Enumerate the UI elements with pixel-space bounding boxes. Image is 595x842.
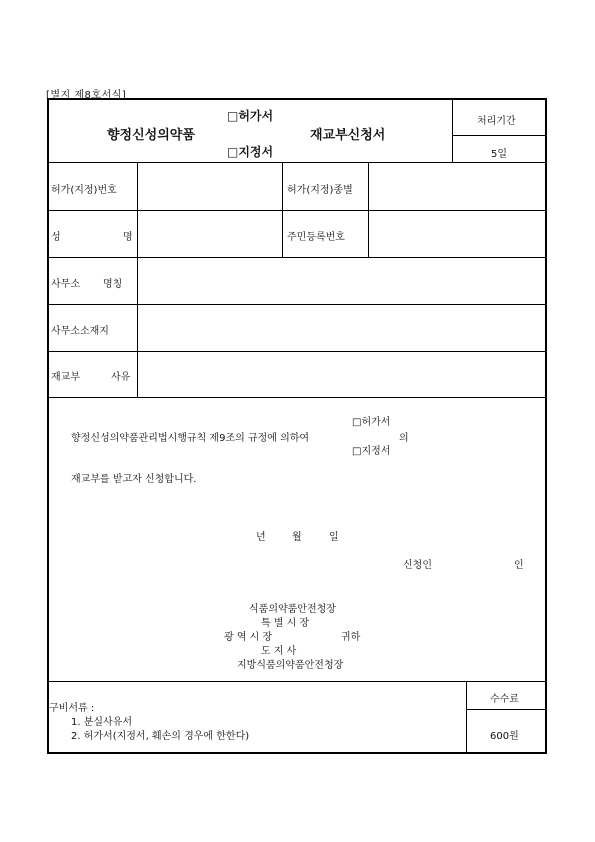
fee-divider [466, 709, 547, 710]
row-divider [47, 397, 547, 398]
mid-column-divider [282, 162, 283, 257]
row-divider [47, 681, 547, 682]
office-name-field[interactable] [139, 259, 545, 303]
permit-option-checkbox[interactable]: □허가서 [227, 109, 274, 123]
name-label: 성 [51, 232, 61, 243]
date-month: 월 [292, 532, 302, 543]
name-field[interactable] [139, 212, 281, 256]
office-address-field[interactable] [139, 306, 545, 350]
required-documents-label: 구비서류 : [49, 703, 95, 714]
permit-type-field[interactable] [370, 164, 545, 209]
statement-particle: 의 [399, 433, 409, 444]
designation-option-checkbox[interactable]: □지정서 [352, 446, 391, 457]
applicant-label: 신청인 [403, 560, 432, 571]
resident-number-label: 주민등록번호 [287, 232, 345, 243]
honorific: 귀하 [341, 632, 361, 643]
fee-value: 600원 [490, 731, 519, 742]
office-name-label: 명칭 [103, 279, 123, 290]
processing-period-value: 5일 [491, 149, 508, 160]
permit-number-label: 허가(지정)번호 [51, 185, 117, 196]
permit-type-label: 허가(지정)종별 [287, 185, 353, 196]
recipient-special-city-mayor: 특 별 시 장 [261, 618, 310, 629]
resident-number-field[interactable] [370, 212, 545, 256]
office-name-label: 사무소 [51, 279, 80, 290]
row-divider [47, 304, 547, 305]
header-divider [452, 98, 453, 162]
label-column-divider [137, 162, 138, 397]
form-title-left: 향정신성의약품 [107, 128, 195, 143]
processing-period-label: 처리기간 [477, 116, 516, 127]
recipient-metropolitan-mayor: 광 역 시 장 [224, 632, 273, 643]
form-number-label: [별지 제8호서식] [46, 90, 127, 101]
office-address-label: 사무소소재지 [51, 326, 109, 337]
designation-option-checkbox[interactable]: □지정서 [227, 145, 274, 159]
recipient-governor: 도 지 사 [261, 646, 297, 657]
permit-number-field[interactable] [139, 164, 281, 209]
required-document-item: 2. 허가서(지정서, 훼손의 경우에 한한다) [71, 731, 250, 742]
row-divider [47, 257, 547, 258]
row-divider [47, 210, 547, 211]
fee-column-divider [466, 681, 467, 754]
statement-line-1: 향정신성의약품관리법시행규칙 제9조의 규정에 의하여 [71, 433, 310, 444]
processing-divider [452, 135, 547, 136]
seal-mark: 인 [514, 560, 524, 571]
date-year: 년 [256, 532, 266, 543]
statement-line-2: 재교부를 받고자 신청합니다. [71, 474, 197, 485]
reissue-reason-label: 사유 [111, 372, 131, 383]
form-title-right: 재교부신청서 [310, 128, 386, 143]
reissue-reason-label: 재교부 [51, 372, 80, 383]
date-day: 일 [329, 532, 339, 543]
required-document-item: 1. 분실사유서 [71, 717, 133, 728]
reissue-reason-field[interactable] [139, 353, 545, 396]
permit-option-checkbox[interactable]: □허가서 [352, 417, 391, 428]
fee-label: 수수료 [490, 694, 519, 705]
name-label: 명 [123, 232, 133, 243]
row-divider [47, 351, 547, 352]
recipient-kfda: 식품의약품안전청장 [249, 604, 336, 615]
row-divider [47, 162, 547, 163]
recipient-regional-kfda: 지방식품의약품안전청장 [237, 660, 344, 671]
mid-column-divider [368, 162, 369, 257]
